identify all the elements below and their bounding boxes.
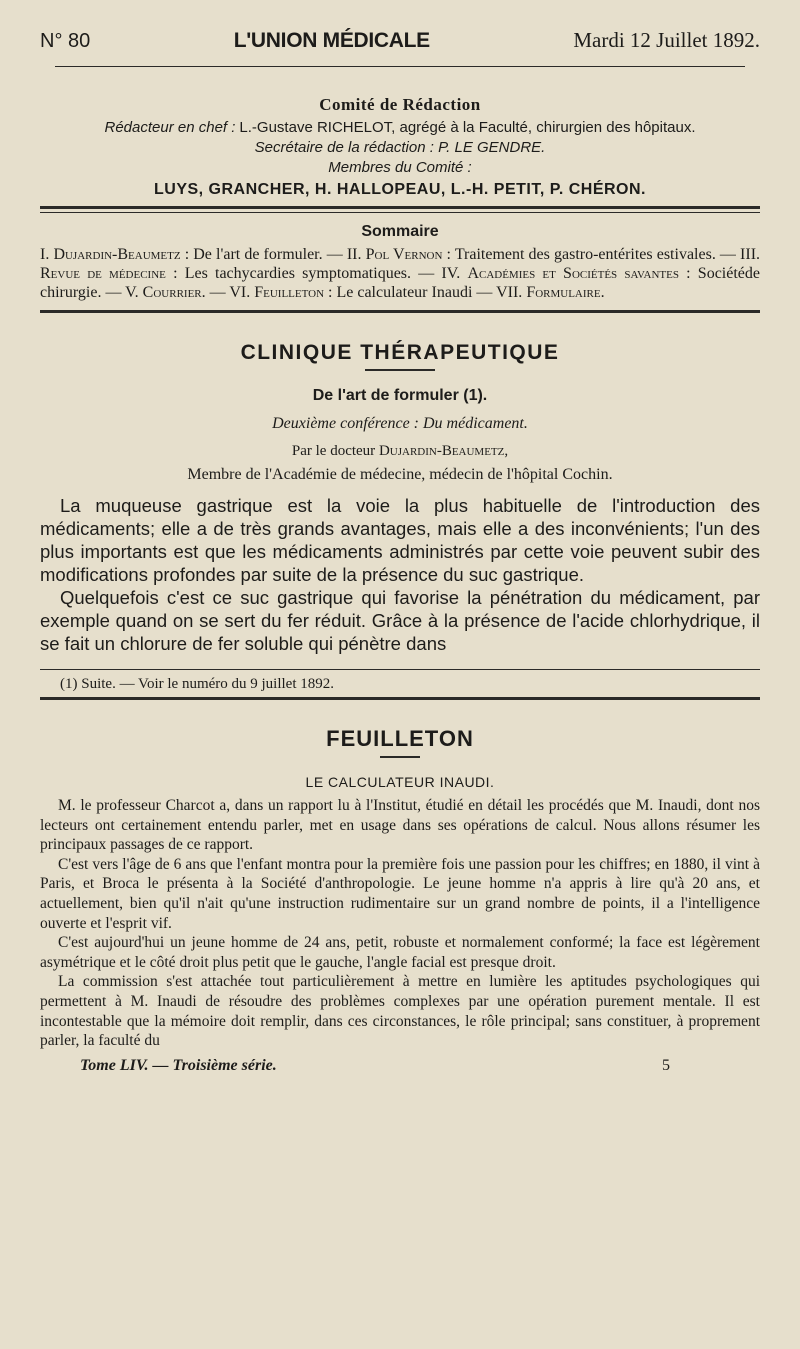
clinique-section-title: CLINIQUE THÉRAPEUTIQUE <box>240 341 560 364</box>
sommaire-author: Pol Vernon <box>365 246 443 263</box>
article-subtitle: Deuxième conférence : Du médicament. <box>272 415 528 432</box>
author-prefix: Par le docteur <box>291 443 379 459</box>
feuilleton-paragraph: C'est aujourd'hui un jeune homme de 24 ans, petit, robuste et normalement conformé; la face est légèrement asymétrique et le côté droit plus petit que le gauche, l'angle facial est presque droit. <box>40 934 760 971</box>
page-footer <box>40 1057 760 1075</box>
members-label: Membres du Comité : <box>328 159 472 176</box>
article-footnote: (1) Suite. — Voir le numéro du 9 juillet 1892. <box>60 676 335 692</box>
sommaire-section: Revue de médecine <box>40 265 166 282</box>
sommaire-author: Dujardin-Beaumetz <box>53 246 181 263</box>
journal-page <box>40 28 760 1075</box>
journal-title: L'UNION MÉDICALE <box>233 29 430 52</box>
sommaire-title: Sommaire <box>361 223 439 240</box>
feuilleton-section-title: FEUILLETON <box>326 726 474 751</box>
feuilleton-paragraph: M. le professeur Charcot a, dans un rapport lu à l'Institut, étudié en détail les procédés que M. Inaudi, dont nos lecteurs ont certainement entendu parler, met en usage dans ses opérations de calcul. Nous allons résumer les principaux passages de ce rapport. <box>40 797 760 854</box>
tome-text: Tome LIV. — Troisième série. <box>80 1056 277 1074</box>
header-rule <box>55 66 745 67</box>
sommaire-part: : Sociétéde chirurgie. — V. <box>40 265 760 301</box>
sommaire-section: Académies et Sociétés savantes <box>467 265 679 282</box>
sommaire-section: Courrier <box>142 284 202 301</box>
page-header <box>40 28 760 66</box>
committee-members: LUYS, GRANCHER, H. HALLOPEAU, L.-H. PETIT, P. CHÉRON. <box>153 181 646 198</box>
sommaire-rule <box>40 310 760 313</box>
sommaire-part: : Le calculateur Inaudi — VII. <box>324 284 527 301</box>
sommaire-part: I. <box>40 246 54 263</box>
feuilleton-title: LE CALCULATEUR INAUDI. <box>305 774 495 790</box>
sommaire-part: : De l'art de formuler. — II. <box>180 246 366 263</box>
editor-label: Rédacteur en chef : <box>104 119 236 136</box>
feuilleton-body <box>40 796 760 1051</box>
editor-name: L.-Gustave RICHELOT, agrégé à la Faculté, chirurgien des hôpitaux. <box>239 119 696 136</box>
article-author-line <box>40 443 760 460</box>
feuilleton-paragraph: La commission s'est attachée tout particulièrement à mettre en lumière les aptitudes psychologiques qui permettent à M. Inaudi de résoudre des problèmes complexes par une opération purement mentale. Il est incontestable que la mémoire doit remplir, dans ces circonstances, le rôle principal; sans constituer, à proprement parler, la faculté du <box>40 973 760 1050</box>
feuilleton-paragraph: C'est vers l'âge de 6 ans que l'enfant montra pour la première fois une passion pour les chiffres; en 1880, il vint à Paris, et Broca le présenta à la Société d'anthropologie. Le jeune homme n'a appris à lire qu'à 20 ans, et actuellement, bien qu'il n'ait qu'une instruction rudimentaire sur un grand nombre de points, il a l'intelligence ouverte et l'esprit vif. <box>40 855 760 932</box>
sommaire-section: Formulaire <box>526 284 601 301</box>
section-short-rule <box>365 369 435 371</box>
feuilleton-rule <box>40 697 760 700</box>
secretary-line: Secrétaire de la rédaction : P. LE GENDRE. <box>254 139 546 156</box>
author-role: Membre de l'Académie de médecine, médecin de l'hôpital Cochin. <box>187 466 613 483</box>
committee-title: Comité de Rédaction <box>319 95 481 114</box>
article-body <box>40 494 760 655</box>
sommaire-part: : Traitement des gastro-entérites estivales. — III. <box>442 246 761 263</box>
tome-label <box>40 1057 277 1075</box>
feuilleton-short-rule <box>380 756 420 758</box>
committee-rule-thin <box>40 212 760 213</box>
footnote-rule <box>40 669 760 670</box>
sommaire-text <box>40 245 760 302</box>
issue-date: Mardi 12 Juillet 1892. <box>573 28 760 52</box>
sommaire-section: Feuilleton <box>254 284 325 301</box>
editor-line <box>40 118 760 138</box>
article-paragraph: Quelquefois c'est ce suc gastrique qui favorise la pénétration du médicament, par exemple quand on se sert du fer réduit. Grâce à la présence de l'acide chlorhydrique, il se fait un chlorure de fer soluble qui pénètre dans <box>40 587 760 654</box>
committee-block <box>40 95 760 200</box>
issue-number: N° 80 <box>40 30 91 52</box>
page-number: 5 <box>662 1056 670 1074</box>
committee-rule <box>40 206 760 209</box>
sommaire-part: . <box>600 284 605 301</box>
sommaire-part: : Les tachycardies symptomatiques. — IV. <box>165 265 468 282</box>
article-title: De l'art de formuler (1). <box>312 387 488 404</box>
article-author: Dujardin-Beaumetz, <box>378 443 509 459</box>
article-paragraph: La muqueuse gastrique est la voie la plus habituelle de l'introduction des médicaments; elle a de très grands avantages, mais elle a des inconvénients; l'un des plus importants est que les médicaments administrés par cette voie peuvent subir des modifications profondes par suite de la présence du suc gastrique. <box>40 495 760 585</box>
sommaire-part: . — VI. <box>201 284 255 301</box>
